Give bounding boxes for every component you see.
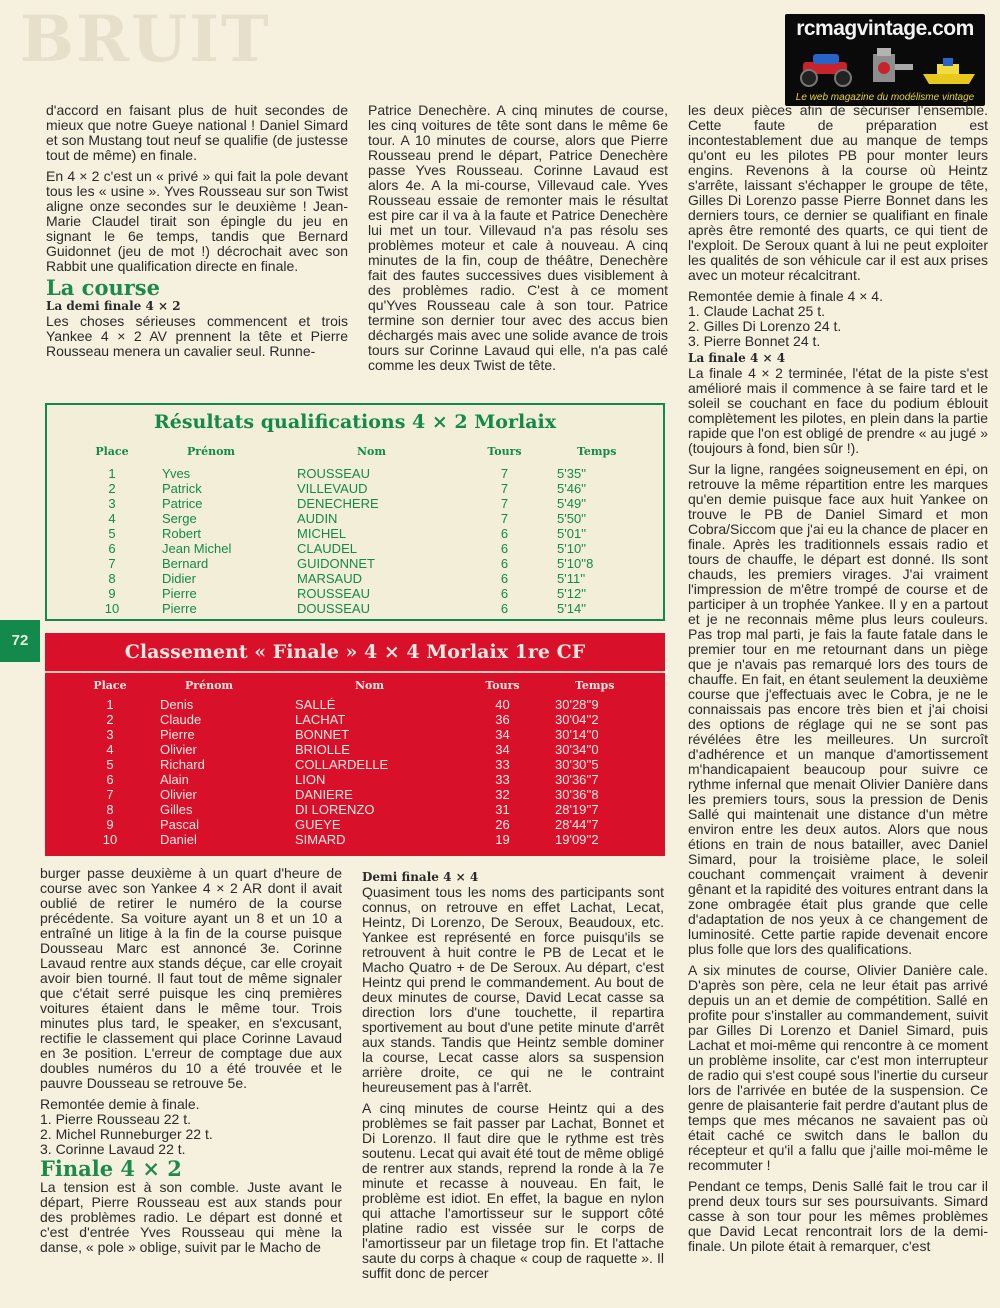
cell-temps: 30'30''5	[555, 757, 599, 772]
cell-nom: ROUSSEAU	[297, 586, 370, 601]
cell-place: 1	[106, 697, 114, 712]
column-2-bottom	[362, 868, 664, 1304]
remontee-title: Remontée demie à finale.	[40, 1096, 200, 1112]
paragraph: La tension est à son comble. Juste avant le départ, Pierre Rousseau est aux stands pour des problèmes radio. Le départ est donné et c'est d'entrée Yves Rousseau qui mène la danse, « pole » oblige, suivit par le Macho de	[40, 1179, 342, 1255]
cell-place: 8	[108, 571, 116, 586]
cell-tours: 6	[500, 526, 509, 541]
list-item: 3. Pierre Bonnet 24 t.	[688, 333, 821, 349]
cell-temps: 30'36''8	[555, 787, 599, 802]
cell-nom: AUDIN	[297, 511, 338, 526]
cell-prenom: Pierre	[162, 586, 197, 601]
cell-temps: 5'49''	[557, 496, 587, 511]
cell-nom: DANIERE	[295, 787, 353, 802]
table-title: Résultats qualifications 4 × 2 Morlaix	[153, 411, 557, 433]
header-prenom: Prénom	[185, 679, 234, 692]
column-2-top	[368, 103, 668, 395]
cell-temps: 5'10''8	[557, 556, 594, 571]
cell-place: 4	[108, 511, 116, 526]
paragraph: En 4 × 2 c'est un « privé » qui fait la pole devant tous les « usine ». Yves Rousseau sur son Twist aligne onze secondes sur le deuxième ! Jean-Marie Claudel tirait son épingle du jeu en signant le 6e temps, tandis que Bernard Guidonnet (jeu de mot !) décrochait avec son Rabbit une qualification directe en finale.	[46, 168, 348, 274]
cell-temps: 28'44''7	[555, 817, 599, 832]
section-heading: Finale 4 × 2	[40, 1156, 182, 1181]
cell-tours: 7	[500, 466, 509, 481]
header-tours: Tours	[485, 679, 520, 692]
table-title: Classement « Finale » 4 × 4 Morlaix 1re CF	[124, 641, 586, 663]
column-1-top	[46, 103, 348, 395]
cell-place: 5	[106, 757, 114, 772]
cell-temps: 5'11''	[557, 571, 586, 586]
cell-tours: 7	[500, 481, 509, 496]
cell-temps: 5'10''	[557, 541, 587, 556]
cell-place: 6	[108, 541, 116, 556]
cell-place: 10	[104, 601, 120, 616]
column-1-bottom	[40, 866, 342, 1304]
header-nom: Nom	[357, 445, 387, 458]
cell-prenom: Daniel	[160, 832, 197, 847]
list-item: 2. Gilles Di Lorenzo 24 t.	[688, 318, 842, 334]
cell-place: 5	[108, 526, 116, 541]
cell-prenom: Yves	[162, 466, 191, 481]
cell-tours: 34	[495, 727, 510, 742]
paragraph: Pendant ce temps, Denis Sallé fait le trou car il prend deux tours sur ses poursuivants. Simard casse à son tour pour les mêmes problèmes que David Lecat rencontrait lors de la demi-finale. Un pilote était à remarquer, c'est	[688, 1178, 988, 1254]
finale-table	[45, 633, 665, 856]
cell-place: 7	[106, 787, 114, 802]
cell-tours: 40	[495, 697, 510, 712]
paragraph: Sur la ligne, rangées soigneusement en épi, on retrouve la même répartition entre les marques qu'en demie puisque face aux huit Yankee on trouve le PB de Daniel Simard et mon Cobra/Siccom que j'ai eu la chance de placer en finale. Après les traditionnels essais radio et tours de chauffe, le départ est donné. Ils sont chauds, les premiers virages. J'ai vraiment l'impression de m'être trompé de course et de participer à un trophée Yankee. Il y en a partout et je ne reconnais même plus leurs couleurs. Pas trop mal parti, je fais la faute fatale dans le premier tour en me retournant dans un piège que je n'avais pas remarqué lors des tours de chauffe. En fait, en étant seulement la deuxième course que j'effectuais avec le Cobra, je ne le connaissais pas encore très bien et j'ai choisi des options de réglage qui ne se sont pas révélées être les meilleures. Un surcroît d'adhérence et un manque d'amortissement m'handicapaient beaucoup pour suivre ce rythme infernal que menait Olivier Danière dans les premiers tours, sous la pression de Denis Sallé qui maintenait une distance d'un mètre environ entre les deux autos. Alors que nous étions en train de nous batailler, avec Daniel Simard, pour la troisième place, le soleil couchant commençait vraiment à devenir gênant et la rapidité des voitures entrant dans la zone ombragée était plus grande que celle d'adaptation de nos yeux à ce changement de luminosité. Cette partie rapide devenait encore plus folle que lors des qualifications.	[688, 461, 988, 957]
qualifications-table	[45, 403, 665, 621]
header-place: Place	[95, 445, 129, 458]
cell-nom: DENECHERE	[297, 496, 379, 511]
cell-prenom: Bernard	[162, 556, 209, 571]
cell-temps: 5'50''	[557, 511, 587, 526]
cell-nom: DOUSSEAU	[297, 601, 370, 616]
header-nom: Nom	[355, 679, 385, 692]
cell-tours: 7	[500, 496, 509, 511]
logo-subtitle: Le web magazine du modélisme vintage	[795, 92, 975, 103]
cell-prenom: Didier	[162, 571, 196, 586]
paragraph: Quasiment tous les noms des participants sont connus, on retrouve en effet Lachat, Lecat, Heintz, Di Lorenzo, De Seroux, Beaudoux, etc. Yankee est représenté en force puisqu'ils se retrouvent à huit contre le PB de Lecat et le Macho Quatro + de De Seroux. Au départ, c'est Heintz qui prend le commandement. Au bout de deux minutes de course, David Lecat casse sa direction lors d'une touchette, il repartira sportivement au bout d'une petite minute d'arrêt aux stands. Tandis que Heintz semble dominer la course, Lecat casse alors sa suspension arrière droite, ce qui ne le contraint heureusement pas à l'arrêt.	[362, 884, 664, 1095]
cell-tours: 6	[500, 571, 509, 586]
cell-temps: 30'04''2	[555, 712, 599, 727]
page-number: 72	[11, 632, 29, 649]
cell-temps: 19'09''2	[555, 832, 599, 847]
site-logo[interactable]	[785, 14, 985, 106]
cell-nom: MICHEL	[297, 526, 347, 541]
list-item: 2. Michel Runneburger 22 t.	[40, 1126, 213, 1142]
header-temps: Temps	[577, 445, 617, 458]
cell-prenom: Patrice	[162, 496, 203, 511]
cell-place: 4	[106, 742, 114, 757]
section-heading: La course	[46, 275, 160, 300]
cell-nom: VILLEVAUD	[297, 481, 368, 496]
list-item: 1. Claude Lachat 25 t.	[688, 303, 825, 319]
cell-nom: SALLÉ	[295, 697, 336, 712]
logo-title: rcmagvintage.com	[796, 17, 974, 40]
cell-prenom: Pierre	[162, 601, 197, 616]
cell-nom: GUEYE	[295, 817, 341, 832]
subheading: Demi finale 4 × 4	[362, 870, 479, 884]
cell-nom: LION	[295, 772, 326, 787]
cell-temps: 5'14''	[557, 601, 587, 616]
cell-tours: 7	[500, 511, 509, 526]
cell-tours: 33	[495, 757, 510, 772]
cell-nom: BONNET	[295, 727, 350, 742]
cell-prenom: Pascal	[160, 817, 200, 832]
cell-tours: 26	[495, 817, 510, 832]
cell-tours: 6	[500, 556, 509, 571]
cell-prenom: Olivier	[160, 742, 197, 757]
cell-nom: CLAUDEL	[297, 541, 357, 556]
cell-temps: 5'12''	[557, 586, 587, 601]
cell-nom: GUIDONNET	[297, 556, 375, 571]
cell-place: 10	[102, 832, 118, 847]
paragraph: d'accord en faisant plus de huit secondes de mieux que notre Gueye national ! Daniel Simard et son Mustang tout neuf se qualifie (de justesse tout de même) en finale.	[46, 103, 348, 163]
paragraph: Patrice Denechère. A cinq minutes de course, les cinq voitures de tête sont dans le même 6e tour. A 10 minutes de course, alors que Pierre Rousseau prend le départ, Patrice Denechère passe Yves Rousseau. Corinne Lavaud est alors 4e. A la mi-course, Villevaud cale. Yves Rousseau essaie de remonter mais le résultat est pire car il va à la faute et Patrice Denechère lui met un tour. Villevaud n'a pas résolu ses problèmes moteur et cale à nouveau. A cinq minutes de la fin, coup de théâtre, Denechère fait des fautes successives dues visiblement à des problèmes radio. C'est à ce moment qu'Yves Rousseau cale à son tour. Patrice termine son dernier tour avec des accus bien déchargés mais avec une solide avance de trois tours sur Corinne Lavaud qui elle, n'a pas calé comme les deux Twist de tête.	[368, 103, 668, 373]
paragraph: les deux pièces afin de sécuriser l'ensemble. Cette faute de préparation est incontestablement due au manque de temps qu'ont eu les pilotes PB pour monter leurs engins. Revenons à la course où Heintz s'arrête, laissant s'échapper le groupe de tête, Gilles Di Lorenzo passe Pierre Bonnet dans les derniers tours, ce dernier se qualifiant en finale après être remonté des quarts, ce qui tient de l'exploit. De Seroux quant à lui ne peut exploiter les qualités de son véhicule car il est aux prises avec un moteur récalcitrant.	[688, 103, 988, 283]
cell-nom: LACHAT	[295, 712, 346, 727]
cell-place: 7	[108, 556, 116, 571]
cell-nom: DI LORENZO	[295, 802, 375, 817]
cell-tours: 6	[500, 541, 509, 556]
column-3	[688, 103, 988, 1303]
cell-prenom: Claude	[160, 712, 202, 727]
remontee-title: Remontée demie à finale 4 × 4.	[688, 288, 883, 304]
cell-temps: 30'28''9	[555, 697, 599, 712]
cell-tours: 32	[495, 787, 510, 802]
cell-prenom: Alain	[160, 772, 189, 787]
divider	[45, 671, 665, 673]
cell-temps: 5'46''	[557, 481, 587, 496]
cell-prenom: Gilles	[160, 802, 193, 817]
cell-place: 9	[106, 817, 114, 832]
cell-prenom: Jean Michel	[162, 541, 232, 556]
cell-tours: 6	[500, 601, 509, 616]
cell-place: 3	[108, 496, 116, 511]
cell-tours: 33	[495, 772, 510, 787]
header-prenom: Prénom	[187, 445, 236, 458]
subheading: La demi finale 4 × 2	[46, 299, 181, 313]
ghost-title: BRUIT	[20, 2, 271, 77]
cell-prenom: Richard	[160, 757, 205, 772]
header-place: Place	[93, 679, 127, 692]
list-item: 1. Pierre Rousseau 22 t.	[40, 1111, 191, 1127]
cell-nom: SIMARD	[295, 832, 346, 847]
cell-temps: 5'35''	[557, 466, 587, 481]
paragraph: A cinq minutes de course Heintz qui a des problèmes se fait passer par Lachat, Bonnet et Di Lorenzo. Il faut dire que le rythme est très soutenu. Lecat qui avait été tout de même obligé de rentrer aux stands, reprend la ronde à la 7e minute et recasse à nouveau. En fait, le problème est idiot. En effet, la bague en nylon qui attache l'amortisseur sur le support côté platine radio est vissée sur le corps de l'amortisseur par un filetage trop fin. Et l'attache saute du corps à chaque « coup de raquette ». Il suffit donc de percer	[362, 1100, 664, 1281]
cell-tours: 36	[495, 712, 510, 727]
cell-prenom: Robert	[162, 526, 202, 541]
cell-tours: 31	[495, 802, 510, 817]
paragraph: La finale 4 × 2 terminée, l'état de la piste s'est amélioré mais il commence à se faire tard et le soleil se couchant en face du podium éblouit complètement les pilotes, en plein dans la partie rapide que l'on est obligé de prendre « au jugé » (toujours à fond, bien sûr !).	[688, 365, 988, 456]
header-temps: Temps	[575, 679, 615, 692]
cell-prenom: Patrick	[162, 481, 202, 496]
cell-prenom: Pierre	[160, 727, 195, 742]
cell-temps: 28'19''7	[555, 802, 599, 817]
paragraph: A six minutes de course, Olivier Danière cale. D'après son père, cela ne leur était pas arrivé depuis un an et demie de compétition. Sallé en profite pour s'installer au commandement, suivit par Gilles Di Lorenzo et Daniel Simard, puis Lachat et moi-même qui rencontre à ce moment un problème insolite, car c'est mon interrupteur de radio qui s'est coupé sous l'inertie du curseur lors de l'arrivée en butée de la suspension. Ce genre de plaisanterie fait perdre d'autant plus de temps que mes mécanos ne savaient pas où était caché ce switch dans le ballon du récepteur et qu'il a fallu que j'aille moi-même le recommuter !	[688, 962, 988, 1173]
cell-place: 2	[108, 481, 116, 496]
cell-temps: 30'14''0	[555, 727, 599, 742]
cell-tours: 19	[495, 832, 510, 847]
subheading: La finale 4 × 4	[688, 351, 786, 365]
cell-place: 1	[108, 466, 116, 481]
cell-prenom: Olivier	[160, 787, 197, 802]
cell-nom: MARSAUD	[297, 571, 363, 586]
cell-place: 2	[106, 712, 114, 727]
cell-nom: BRIOLLE	[295, 742, 350, 757]
paragraph: burger passe deuxième à un quart d'heure de course avec son Yankee 4 × 2 AR dont il avait oublié de retirer le numéro de la course précédente. Sa voiture ayant un 8 et un 10 a entraîné un litige à la fin de la course puisque Dousseau Marc est annoncé 3e. Corinne Lavaud rentre aux stands déçue, car elle croyait avoir bien tourné. Il faut tout de même signaler que c'était serré puisque les cinq premières voitures étaient dans le même tour. Trois minutes plus tard, le speaker, en s'excusant, rectifie le classement qui place Corinne Lavaud en 3e position. L'erreur de comptage due aux doubles numéros du 10 a été trouvée et le pauvre Dousseau se retrouve 5e.	[40, 866, 342, 1091]
cell-place: 9	[108, 586, 116, 601]
cell-tours: 6	[500, 586, 509, 601]
paragraph: Les choses sérieuses commencent et trois Yankee 4 × 2 AV prennent la tête et Pierre Rousseau menera un cavalier seul. Runne-	[46, 313, 348, 359]
cell-tours: 34	[495, 742, 510, 757]
cell-nom: ROUSSEAU	[297, 466, 370, 481]
cell-place: 8	[106, 802, 114, 817]
cell-prenom: Denis	[160, 697, 194, 712]
cell-place: 6	[106, 772, 114, 787]
cell-temps: 5'01''	[557, 526, 587, 541]
cell-prenom: Serge	[162, 511, 197, 526]
cell-temps: 30'34''0	[555, 742, 599, 757]
header-tours: Tours	[487, 445, 522, 458]
cell-place: 3	[106, 727, 114, 742]
cell-temps: 30'36''7	[555, 772, 599, 787]
list-item: 3. Corinne Lavaud 22 t.	[40, 1141, 186, 1157]
cell-nom: COLLARDELLE	[295, 757, 389, 772]
